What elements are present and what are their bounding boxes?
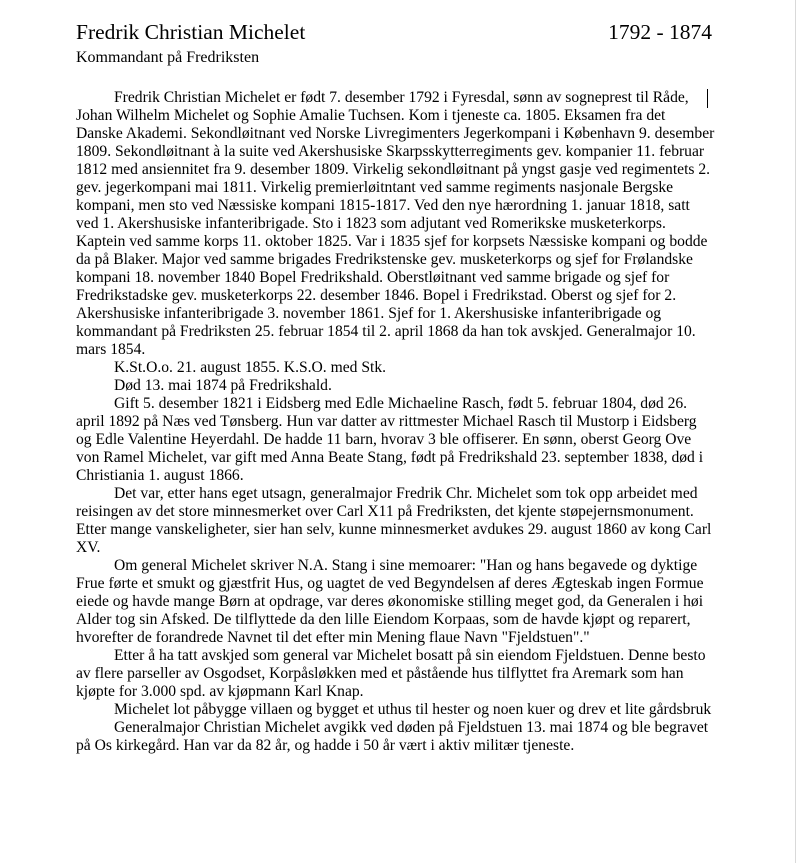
subtitle: Kommandant på Fredriksten [76,49,260,66]
paragraph: Død 13. mai 1874 på Fredrikshald. [114,377,332,394]
paragraph: Om general Michelet skriver N.A. Stang i sine memoarer: "Han og hans begavede og dyktige Frue førte et smukt og gjæstfrit Hus, og uagtet de ved Begyndelsen af deres Ægteskab ingen Formue eiede og havde mange Børn at opdrage, var deres økonomiske stilling meget god, da Generalen i høi Alder tog sin Afsked. De tilflyttede da den lille Eiendom Korpaas, som de havde kjøpt og reparert, hvorefter de forandrede Navnet til det efter min Mening flaue Navn "Fjeldstuen"." [76,557,704,646]
paragraph: Det var, etter hans eget utsagn, generalmajor Fredrik Chr. Michelet som tok opp arbeidet med reisingen av det store minnesmerket over Carl X11 på Fredriksten, det kjente støpejernsmonument. Etter mange vanskeligheter, sier han selv, kunne minnesmerket avdukes 29. august 1860 av kong Carl XV. [76,485,712,556]
paragraph: K.St.O.o. 21. august 1855. K.S.O. med Stk. [114,359,387,376]
paragraph: Gift 5. desember 1821 i Eidsberg med Edle Michaeline Rasch, født 5. februar 1804, død 26. april 1892 på Næs ved Tønsberg. Hun var datter av rittmester Michael Rasch til Mustorp i Eidsberg og Edle Valentine Heyerdahl. De hadde 11 barn, hvorav 3 ble offiserer. En sønn, oberst Georg Ove von Ramel Michelet, var gift med Anna Beate Stang, født på Fredrikshald 23. september 1838, død i Christiania 1. august 1866. [76,395,704,484]
paragraph: Etter å ha tatt avskjed som general var Michelet bosatt på sin eiendom Fjeldstuen. Denne besto av flere parseller av Osgodset, Korpåsløkken med et påstående hus tilflyttet fra Aremark som han kjøpte for 3.000 spd. av kjøpmann Karl Knap. [76,647,706,700]
title-row [76,19,712,45]
person-name: Fredrik Christian Michelet [76,20,306,44]
document-body[interactable] [76,89,716,755]
life-years: 1792 - 1874 [608,20,712,44]
text-cursor [707,89,708,108]
paragraph: Michelet lot påbygge villaen og bygget et uthus til hester og noen kuer og drev et lite gårdsbruk [114,701,712,718]
paragraph: Generalmajor Christian Michelet avgikk ved døden på Fjeldstuen 13. mai 1874 og ble begravet på Os kirkegård. Han var da 82 år, og hadde i 50 år vært i aktiv militær tjeneste. [76,719,709,754]
document-header [76,19,712,68]
paragraph: Fredrik Christian Michelet er født 7. desember 1792 i Fyresdal, sønn av sogneprest til Råde, Johan Wilhelm Michelet og Sophie Amalie Tuchsen. Kom i tjeneste ca. 1805. Eksamen fra det Danske Akademi. Sekondløitnant ved Norske Livregimenters Jegerkompani i København 9. desember 1809. Sekondløitnant à la suite ved Akershusiske Skarpsskytterregiments gev. kompanier 11. februar 1812 med ansiennitet fra 9. desember 1809. Virkelig sekondløitnant på yngst gasje ved regimentets 2. gev. jegerkompani mai 1811. Virkelig premierløitntant ved samme regiments nasjonale Bergske kompani, men sto ved Næssiske kompani 1815-1817. Ved den nye hærordning 1. januar 1818, satt ved 1. Akershusiske infanteribrigade. Sto i 1823 som adjutant ved Romerikske musketerkorps. Kaptein ved samme korps 11. oktober 1825. Var i 1835 sjef for korpsets Næssiske kompani og bodde da på Blaker. Major ved samme brigades Fredrikstenske gev. musketerkorps og sjef for Frølandske kompani 18. november 1840 Bopel Fredrikshald. Oberstløitnant ved samme brigade og sjef for Fredrikstadske gev. musketerkorps 22. desember 1846. Bopel i Fredrikstad. Oberst og sjef for 2. Akershusiske infanteribrigade 3. november 1861. Sjef for 1. Akershusiske infanteribrigade og kommandant på Fredriksten 25. februar 1854 til 2. april 1868 da han tok avskjed. Generalmajor 10. mars 1854. [76,89,715,358]
